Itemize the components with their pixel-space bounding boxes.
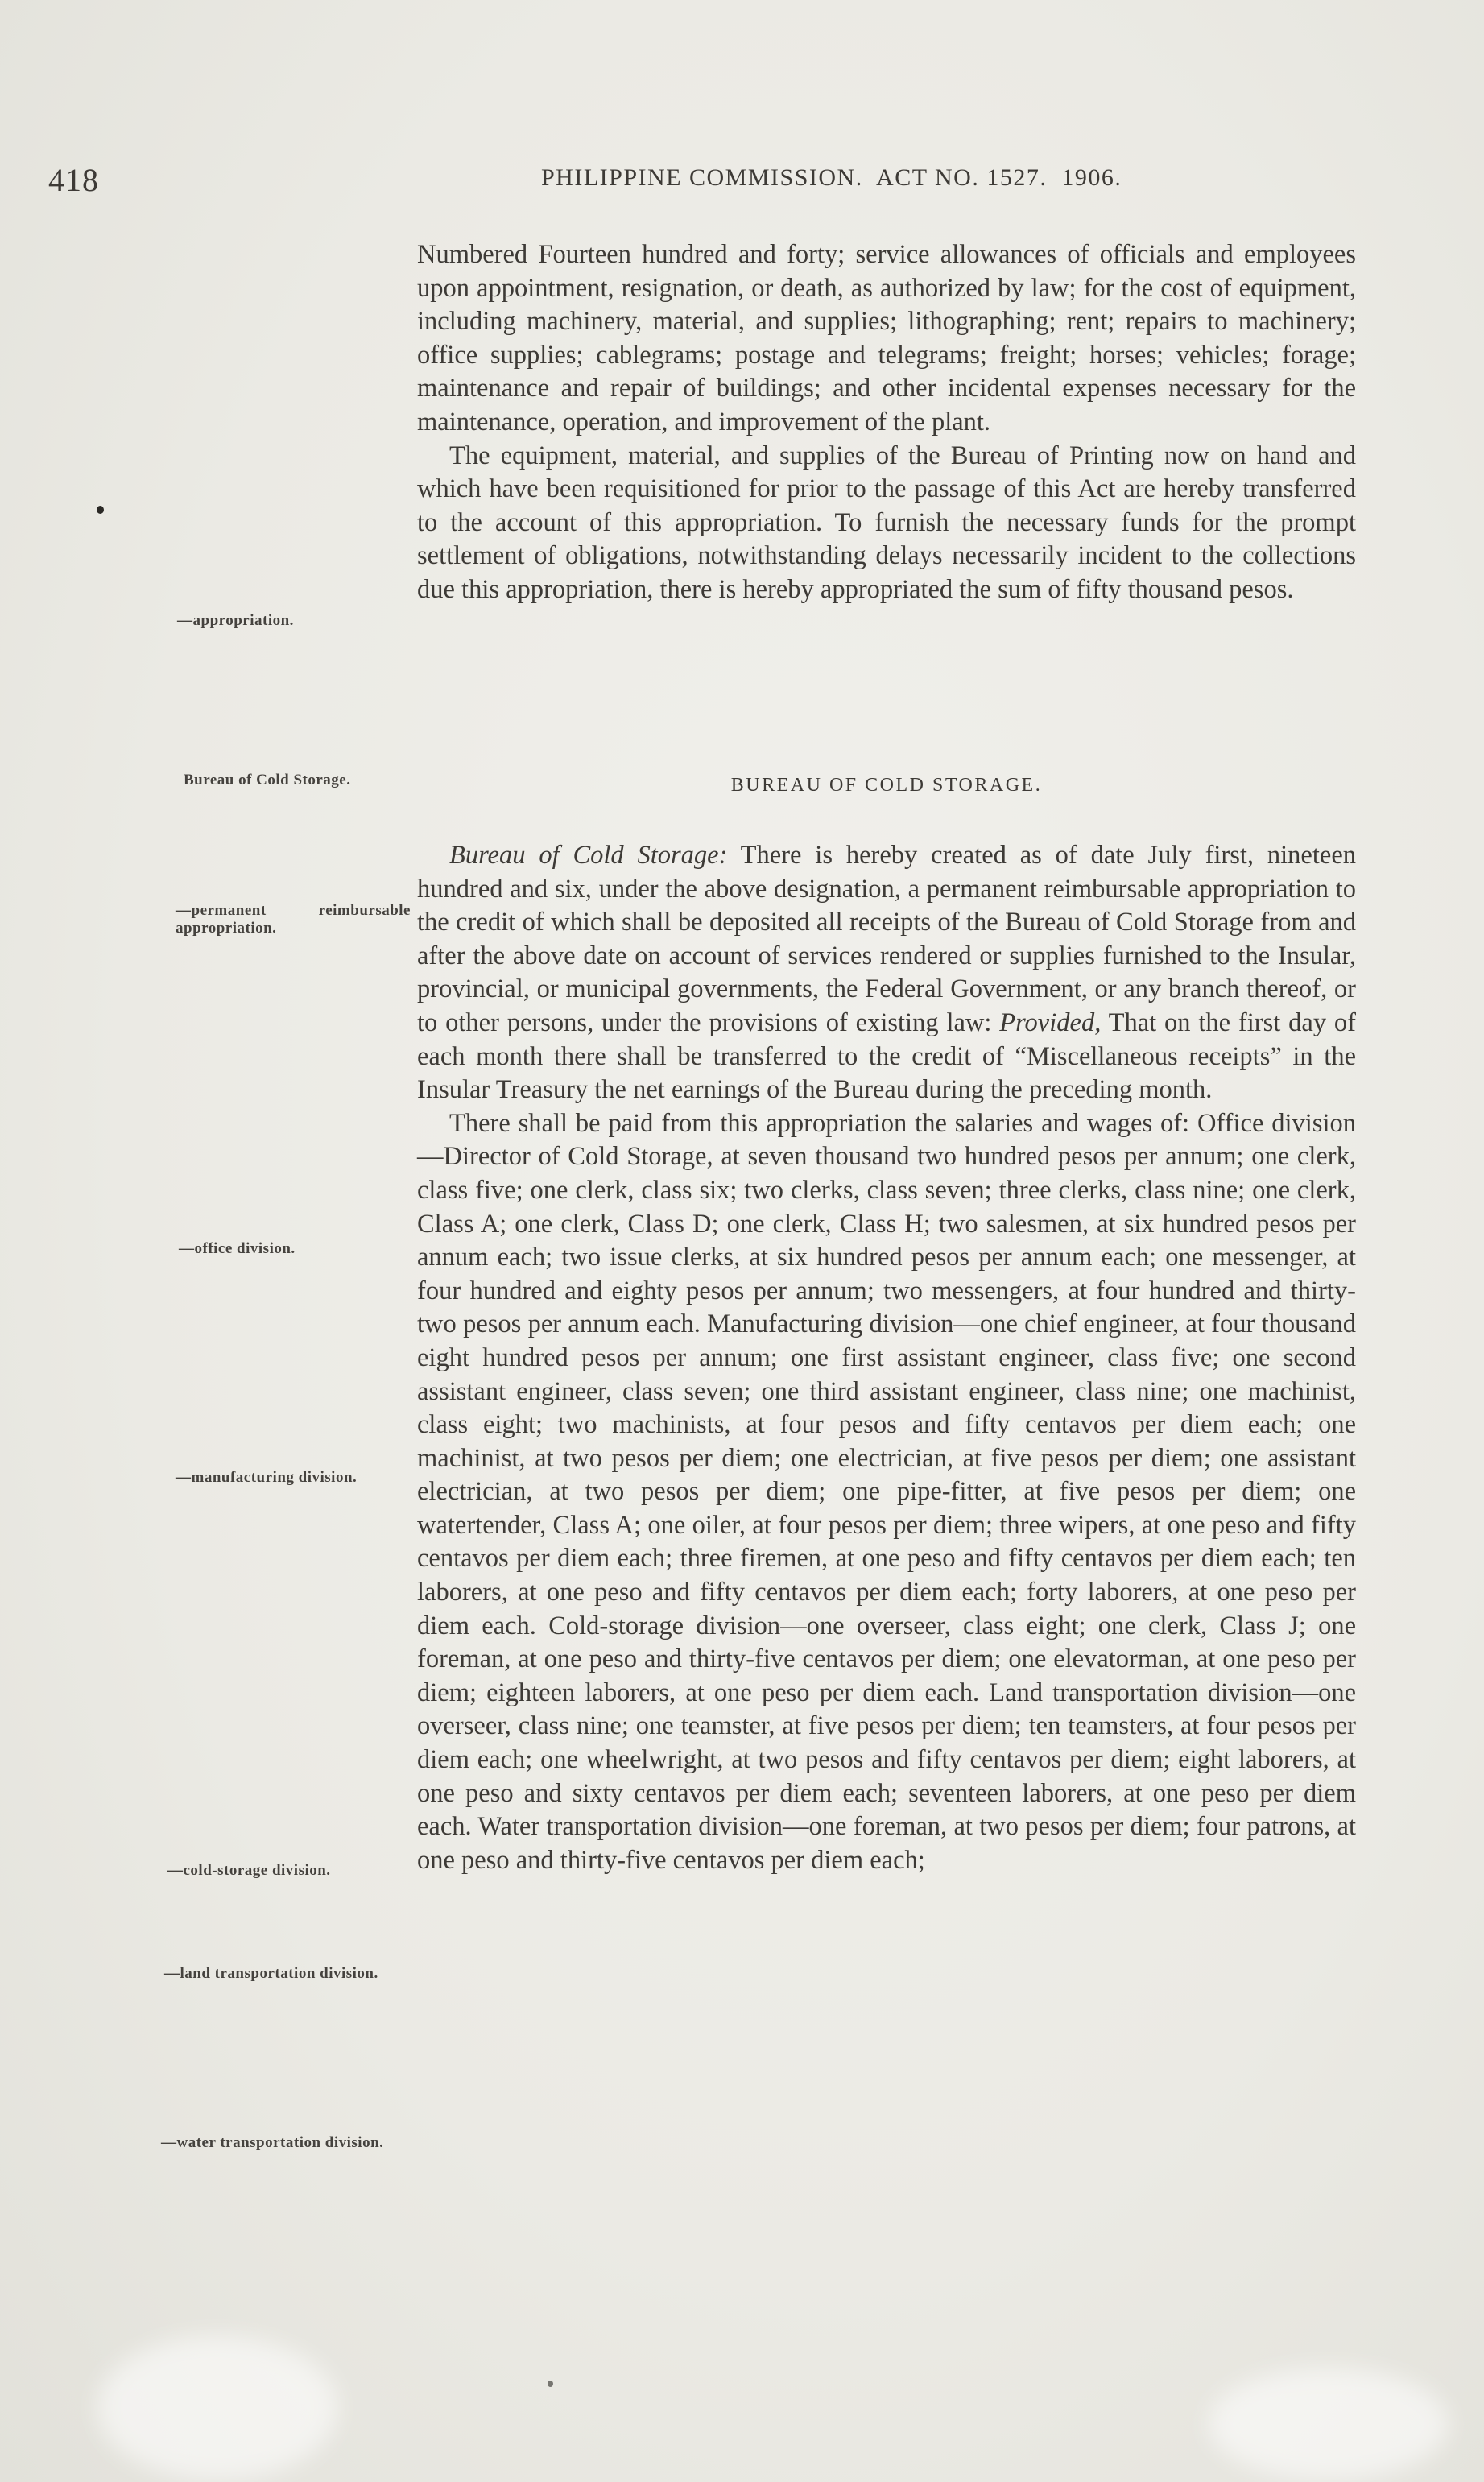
margin-note-cold-storage: —cold-storage division.: [167, 1862, 331, 1879]
margin-note-land: —land transportation division.: [164, 1965, 378, 1982]
running-head: PHILIPPINE COMMISSION. ACT NO. 1527. 1906.: [541, 164, 1122, 191]
page-number: 418: [48, 162, 99, 198]
paragraph-text: That on the first day of each month there shall be transferred to the credit of “Miscellaneous receipts” in the Insular Treasury the net earnings of the Bureau during the preceding month.: [417, 1007, 1356, 1105]
margin-note-permanent: —permanent reimbursable appropriation.: [176, 902, 411, 937]
margin-note-appropriation: —appropriation.: [177, 612, 294, 629]
section-text-block: [417, 839, 1356, 1877]
provided-term: Provided,: [999, 1007, 1102, 1037]
scan-smudge: [1208, 2368, 1449, 2480]
paragraph: The equipment, material, and supplies of the Bureau of Printing now on hand and which have been requisitioned for prior to the passage of this Act are hereby transferred to the account of this appropriation. To furnish the necessary funds for the prompt settlement of obligations, notwithstanding delays necessarily incident to the collections due this appropriation, there is hereby appropriated the sum of fifty thousand pesos.: [417, 441, 1356, 604]
paragraph: Numbered Fourteen hundred and forty; service allowances of officials and employees upon appointment, resignation, or death, as authorized by law; for the cost of equipment, including machinery, material, and supplies; lithographing; rent; repairs to machinery; office supplies; cablegrams; postage and telegrams; freight; horses; vehicles; forage; maintenance and repair of buildings; and other incidental expenses necessary for the maintenance, operation, and improvement of the plant.: [417, 240, 1356, 436]
ink-speck: [97, 506, 104, 514]
margin-note-bureau: Bureau of Cold Storage.: [184, 771, 351, 788]
paragraph-lead: Bureau of Cold Storage:: [449, 841, 728, 870]
section-heading: BUREAU OF COLD STORAGE.: [730, 775, 1043, 796]
paragraph-text: There is hereby created as of date July first, nineteen hundred and six, under the above designation, a permanent reimbursable appropriation to the credit of which shall be deposited all receipts of the Bureau of Cold Storage from and after the above date on account of services rendered or supplies furnished to the Insular, provincial, or municipal governments, the Federal Government, or any branch thereof, or to other persons, under the provisions of existing law:: [417, 841, 1356, 1037]
top-text-block: [417, 238, 1356, 607]
margin-note-office: —office division.: [179, 1240, 296, 1257]
scan-smudge: [97, 2335, 338, 2480]
margin-note-water: —water transportation division.: [161, 2134, 384, 2151]
margin-note-manufacturing: —manufacturing division.: [176, 1469, 358, 1486]
paragraph: There shall be paid from this appropriation the salaries and wages of: Office division—Director of Cold Storage, at seven thousand two hundred pesos per annum; one clerk, class five; one clerk, class six; two clerks, class seven; three clerks, class nine; one clerk, Class A; one clerk, Class D; one clerk, Class H; two salesmen, at six hundred pesos per annum each; two issue clerks, at six hundred pesos per annum each; one messenger, at four hundred and eighty pesos per annum; two messengers, at four hundred and thirty-two pesos per annum each. Manufacturing division—one chief engineer, at four thousand eight hundred pesos per annum; one first assistant engineer, class five; one second assistant engineer, class seven; one third assistant engineer, class nine; one machinist, class eight; two machinists, at four pesos and fifty centavos per diem each; one machinist, at two pesos per diem; one electrician, at five pesos per diem; one assistant electrician, at two pesos per diem; one pipe-fitter, at five pesos per diem; one watertender, Class A; one oiler, at four pesos per diem; three wipers, at one peso and fifty centavos per diem each; three firemen, at one peso and fifty centavos per diem each; ten laborers, at one peso and fifty centavos per diem each; forty laborers, at one peso per diem each. Cold-storage division—one overseer, class eight; one clerk, Class J; one foreman, at one peso and thirty-five centavos per diem; one elevatorman, at one peso per diem; eighteen laborers, at one peso per diem each. Land transportation division—one overseer, class nine; one teamster, at five pesos per diem; ten teamsters, at four pesos per diem each; one wheelwright, at two pesos and fifty centavos per diem; eight laborers, at one peso and sixty centavos per diem each; seventeen laborers, at one peso per diem each. Water transportation division—one foreman, at two pesos per diem; four patrons, at one peso and thirty-five centavos per diem each;: [417, 1108, 1356, 1875]
paragraph: [417, 839, 1356, 1107]
ink-speck: [548, 2381, 553, 2387]
